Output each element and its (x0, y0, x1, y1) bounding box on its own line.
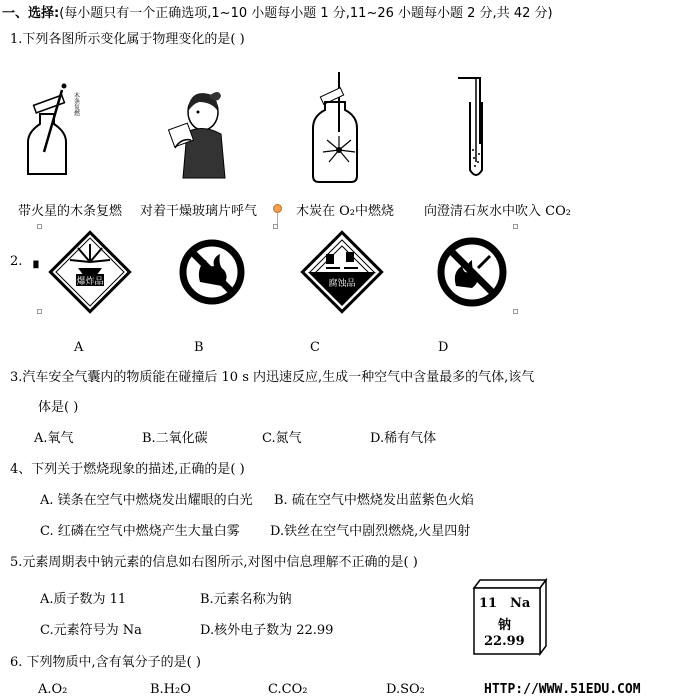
sodium-element-card (470, 578, 546, 654)
q3-stem-line2: 体是( ) (38, 400, 79, 415)
girl-breathing-illustration (165, 88, 235, 183)
beaker-label: 木条复燃 (72, 92, 80, 116)
corrosive-hazard-sign (300, 230, 384, 314)
section-title: 一、选择: (2, 6, 60, 21)
selection-handle[interactable] (513, 224, 518, 229)
element-mass: 22.99 (484, 634, 525, 649)
q6-option-b: B.H₂O (150, 682, 191, 697)
q3-option-c: C.氮气 (262, 431, 302, 446)
selection-handle[interactable] (273, 224, 278, 229)
q1-caption-a: 带火星的木条复燃 (18, 204, 123, 219)
element-symbol: Na (510, 596, 531, 611)
q4-option-d: D.铁丝在空气中剧烈燃烧,火星四射 (270, 524, 471, 539)
q2-label-b: B (194, 340, 204, 355)
q1-caption-c: 木炭在 O₂中燃烧 (296, 204, 395, 219)
selection-handle[interactable] (37, 309, 42, 314)
q6-stem: 6. 下列物质中,含有氧分子的是( ) (10, 655, 201, 670)
q3-option-b: B.二氧化碳 (142, 431, 208, 446)
q6-option-a: A.O₂ (38, 682, 68, 697)
q1-caption-d: 向澄清石灰水中吹入 CO₂ (424, 204, 571, 219)
section-header (2, 2, 553, 21)
q5-option-d: D.核外电子数为 22.99 (200, 623, 334, 638)
rotate-handle[interactable] (273, 204, 282, 213)
q2-label-d: D (438, 340, 449, 355)
q1-caption-b: 对着干燥玻璃片呼气 (140, 204, 258, 219)
q5-stem: 5.元素周期表中钠元素的信息如右图所示,对图中信息理解不正确的是( ) (10, 555, 418, 570)
no-fire-sign (178, 238, 246, 306)
test-tube-illustration (450, 74, 500, 182)
bottle-charcoal-illustration (307, 72, 367, 184)
q4-option-c: C. 红磷在空气中燃烧产生大量白雾 (40, 524, 240, 539)
explosive-sign-text: 爆炸品 (76, 277, 104, 287)
q1-stem: 1.下列各图所示变化属于物理变化的是( ) (10, 32, 245, 47)
element-name: 钠 (498, 618, 512, 633)
element-number: 11 (479, 596, 498, 611)
selection-handle[interactable] (513, 309, 518, 314)
q2-label-c: C (310, 340, 320, 355)
q4-option-b: B. 硫在空气中燃烧发出蓝紫色火焰 (274, 493, 474, 508)
q3-option-a: A.氧气 (34, 431, 74, 446)
site-url[interactable]: HTTP://WWW.51EDU.COM (484, 682, 641, 697)
q4-option-a: A. 镁条在空气中燃烧发出耀眼的白光 (40, 493, 253, 508)
q3-stem-line1: 3.汽车安全气囊内的物质能在碰撞后 10 s 内迅速反应,生成一种空气中含量最多的气体,该气 (10, 370, 535, 385)
q5-option-a: A.质子数为 11 (40, 592, 127, 607)
selection-handle[interactable] (37, 224, 42, 229)
explosive-hazard-sign (48, 230, 132, 314)
corrosive-sign-text: 腐蚀品 (328, 279, 356, 289)
rotate-handle-stem (277, 212, 278, 224)
q5-option-b: B.元素名称为钠 (200, 592, 292, 607)
q6-option-c: C.CO₂ (268, 682, 308, 697)
no-smoking-fire-sign (436, 236, 508, 308)
q5-option-c: C.元素符号为 Na (40, 623, 142, 638)
beaker-splint-illustration (18, 78, 90, 180)
section-note: (每小题只有一个正确选项,1~10 小题每小题 1 分,11~26 小题每小题 2 分,共 42 分) (59, 6, 553, 21)
q2-number: 2. (10, 254, 23, 269)
q6-option-d: D.SO₂ (386, 682, 425, 697)
q3-option-d: D.稀有气体 (370, 431, 437, 446)
q2-label-a: A (74, 340, 84, 355)
q2-stem: 2. ▗ (10, 254, 39, 269)
q4-stem: 4、下列关于燃烧现象的描述,正确的是( ) (10, 462, 245, 477)
